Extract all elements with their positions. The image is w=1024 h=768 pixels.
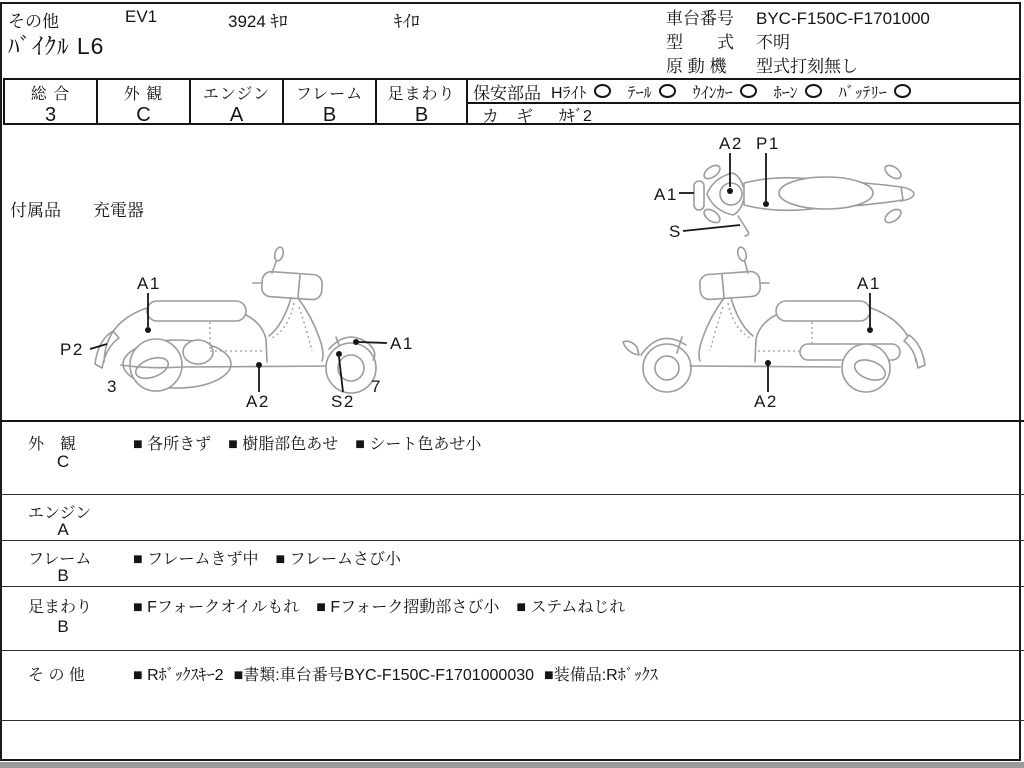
- model-type-row: [666, 31, 930, 55]
- damage-label-s: S: [669, 222, 682, 241]
- condition-row-engine: [0, 494, 1024, 540]
- damage-label-7: 7: [371, 377, 382, 396]
- condition-comments: [133, 546, 1014, 569]
- damage-label-a2-left: A2: [246, 392, 270, 411]
- rating-value: B: [322, 104, 337, 126]
- condition-label: 足まわり: [28, 599, 93, 616]
- safety-parts-row: [468, 80, 1019, 102]
- condition-label: エンジン: [28, 505, 92, 522]
- safety-item-battery: [839, 80, 911, 103]
- key-row: [468, 104, 1019, 125]
- damage-label-a1-right: A1: [857, 274, 881, 293]
- accessories-label: 付属品: [10, 201, 61, 220]
- pass-circle-icon: [805, 84, 822, 98]
- damage-label-a2-right: A2: [754, 392, 778, 411]
- pass-circle-icon: [594, 84, 611, 98]
- condition-grade: C: [56, 452, 70, 471]
- safety-parts-box: [466, 78, 1021, 125]
- safety-item-taillight: [628, 80, 676, 103]
- damage-label-a2-top: A2: [719, 134, 743, 153]
- safety-item-label: ﾎｰﾝ: [773, 84, 798, 102]
- model-name: ﾊﾞｲｸﾙ L6: [8, 33, 105, 59]
- accessories-value: 充電器: [93, 201, 144, 220]
- engine-type-label: 原 動 機: [666, 57, 727, 76]
- scooter-right-view: [623, 246, 925, 411]
- damage-label-s2: S2: [331, 392, 355, 411]
- condition-row-other: [0, 650, 1024, 720]
- safety-parts-title: 保安部品: [473, 83, 541, 103]
- condition-comment: ■ シート色あせ小: [355, 436, 482, 453]
- rating-value: 3: [44, 104, 57, 126]
- scooter-left-view: [60, 246, 414, 411]
- pass-circle-icon: [740, 84, 757, 98]
- safety-item-label: Hﾗｲﾄ: [551, 84, 587, 102]
- rating-cell-engine: [189, 78, 284, 125]
- condition-row-exterior: [0, 422, 1024, 494]
- rating-label: 足まわり: [387, 86, 456, 103]
- rating-value: A: [229, 104, 244, 126]
- condition-comments: [133, 431, 1014, 454]
- condition-label: そ の 他: [28, 667, 85, 684]
- condition-label: フレーム: [28, 551, 92, 568]
- pass-circle-icon: [894, 84, 911, 98]
- safety-item-label: ﾃｰﾙ: [627, 84, 652, 102]
- condition-comment: ■ Fフォークオイルもれ: [133, 599, 300, 616]
- rating-cell-exterior: [96, 78, 191, 125]
- safety-item-horn: [774, 80, 822, 103]
- damage-diagram: [0, 125, 1024, 420]
- rating-label: 外 観: [123, 86, 164, 103]
- condition-label: 外 観: [28, 436, 77, 453]
- condition-grade: B: [57, 566, 69, 585]
- condition-comment: ■ 樹脂部色あせ: [228, 436, 339, 453]
- condition-comments: [133, 500, 1014, 518]
- condition-row-frame: [0, 540, 1024, 586]
- rating-label: 総 合: [30, 86, 71, 103]
- safety-item-winker: [693, 80, 757, 103]
- chassis-number-value: BYC-F150C-F1701000: [756, 9, 930, 28]
- rating-cell-overall: [3, 78, 98, 125]
- rating-value: B: [414, 104, 429, 126]
- safety-item-label: ｳｲﾝｶｰ: [692, 84, 733, 102]
- damage-label-p1: P1: [756, 134, 780, 153]
- rating-value: C: [136, 104, 151, 126]
- engine-type-value: 型式打刻無し: [756, 57, 858, 76]
- vehicle-code: EV1: [125, 7, 158, 26]
- rating-cell-frame: [282, 78, 377, 125]
- safety-item-label: ﾊﾞｯﾃﾘｰ: [838, 84, 887, 102]
- key-value: ｶｷﾞ2: [559, 108, 592, 125]
- rating-label: エンジン: [202, 86, 271, 103]
- rating-label: フレーム: [295, 86, 364, 103]
- condition-comment: ■ フレームさび小: [275, 551, 401, 568]
- condition-comment: ■ Fフォーク摺動部さび小: [316, 599, 500, 616]
- model-type-value: 不明: [756, 33, 790, 52]
- vehicle-category: その他: [8, 12, 59, 31]
- condition-comments: [133, 662, 1014, 685]
- condition-comment: ■ Rﾎﾞｯｸｽｷｰ2: [133, 667, 224, 684]
- scooter-top-view: [654, 134, 914, 241]
- damage-label-a1-front: A1: [390, 334, 414, 353]
- condition-comment: ■装備品:Rﾎﾞｯｸｽ: [544, 667, 658, 684]
- condition-comment: ■ フレームきず中: [133, 551, 259, 568]
- body-color: ｷｲﾛ: [394, 12, 420, 31]
- key-label: カ ギ: [482, 107, 533, 126]
- safety-item-headlight: [551, 80, 611, 103]
- damage-label-3: 3: [107, 377, 118, 396]
- condition-row-empty: [0, 720, 1024, 768]
- condition-comment: ■ 各所きず: [133, 436, 212, 453]
- chassis-number-row: [666, 7, 930, 31]
- chassis-number-label: 車台番号: [666, 9, 734, 28]
- condition-comment: ■書類:車台番号BYC-F150C-F1701000030: [233, 667, 535, 684]
- condition-grade: B: [57, 617, 69, 636]
- condition-table: [0, 420, 1024, 768]
- vehicle-identity-block: [666, 7, 930, 79]
- damage-label-a1-top: A1: [654, 185, 678, 204]
- condition-comment: ■ ステムねじれ: [516, 599, 626, 616]
- pass-circle-icon: [659, 84, 676, 98]
- mileage: 3924 ｷﾛ: [228, 12, 288, 31]
- condition-comments: [133, 594, 1014, 617]
- rating-cell-undercarriage: [375, 78, 468, 125]
- damage-label-p2: P2: [60, 340, 84, 359]
- engine-type-row: [666, 55, 930, 79]
- damage-label-a1-rear: A1: [137, 274, 161, 293]
- condition-row-undercarriage: [0, 586, 1024, 650]
- condition-grade: A: [57, 520, 69, 539]
- model-type-label: 型 式: [666, 33, 734, 52]
